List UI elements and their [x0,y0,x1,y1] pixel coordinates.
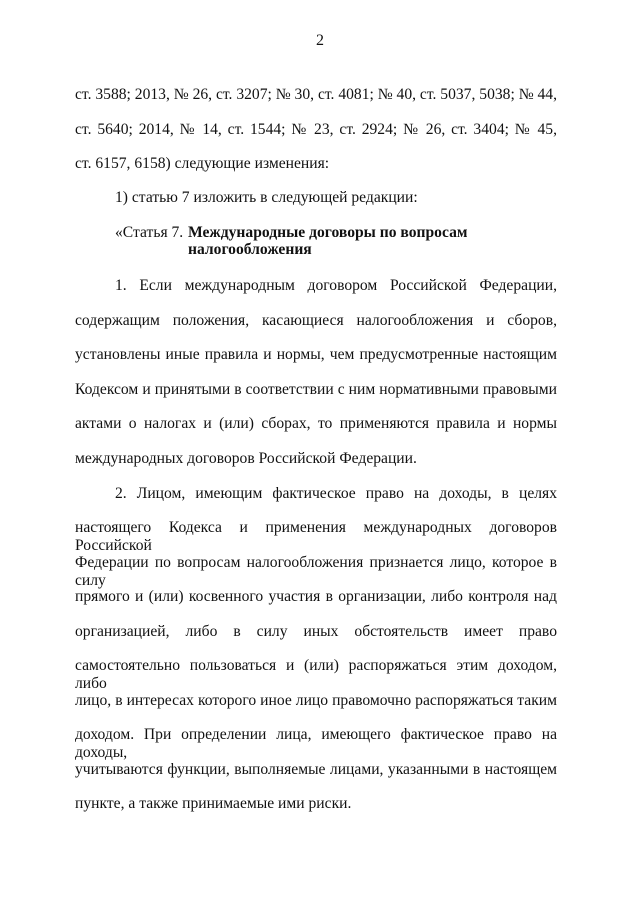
paragraph-2-line: самостоятельно пользоваться и (или) распоряжаться этим доходом, либо [75,657,557,692]
article-label: «Статья 7. [115,224,184,241]
paragraph-1-line: Кодексом и принятыми в соответствии с ним нормативными правовыми [75,381,557,398]
paragraph-1-line: 1. Если международным договором Российской Федерации, [115,277,557,294]
paragraph-2-line: прямого и (или) косвенного участия в организации, либо контроля над [75,588,557,605]
paragraph-2-line: организацией, либо в силу иных обстоятельств имеет право [75,623,557,640]
item-1: 1) статью 7 изложить в следующей редакции: [115,189,418,206]
paragraph-2-line: пункте, а также принимаемые ими риски. [75,795,352,812]
paragraph-1-line: актами о налогах и (или) сборах, то применяются правила и нормы [75,415,557,432]
article-title-line: налогообложения [188,241,312,258]
paragraph-2-line: Федерации по вопросам налогообложения признается лицо, которое в силу [75,554,557,589]
page-number: 2 [316,32,324,49]
paragraph-2-line: 2. Лицом, имеющим фактическое право на доходы, в целях [115,485,557,502]
intro-line: ст. 5640; 2014, № 14, ст. 1544; № 23, ст. 2924; № 26, ст. 3404; № 45, [75,121,557,138]
paragraph-1-line: международных договоров Российской Федерации. [75,450,417,467]
intro-line: ст. 3588; 2013, № 26, ст. 3207; № 30, ст. 4081; № 40, ст. 5037, 5038; № 44, [75,86,557,103]
paragraph-2-line: учитываются функции, выполняемые лицами, указанными в настоящем [75,761,557,778]
article-title [188,224,468,258]
paragraph-1-line: содержащим положения, касающиеся налогообложения и сборов, [75,312,557,329]
paragraph-2-line: доходом. При определении лица, имеющего фактическое право на доходы, [75,726,557,761]
paragraph-2-line: настоящего Кодекса и применения международных договоров Российской [75,519,557,554]
paragraph-1-line: установлены иные правила и нормы, чем предусмотренные настоящим [75,346,557,363]
article-title-line: Международные договоры по вопросам [188,224,468,241]
intro-line: ст. 6157, 6158) следующие изменения: [75,155,330,172]
paragraph-2-line: лицо, в интересах которого иное лицо правомочно распоряжаться таким [75,692,557,709]
